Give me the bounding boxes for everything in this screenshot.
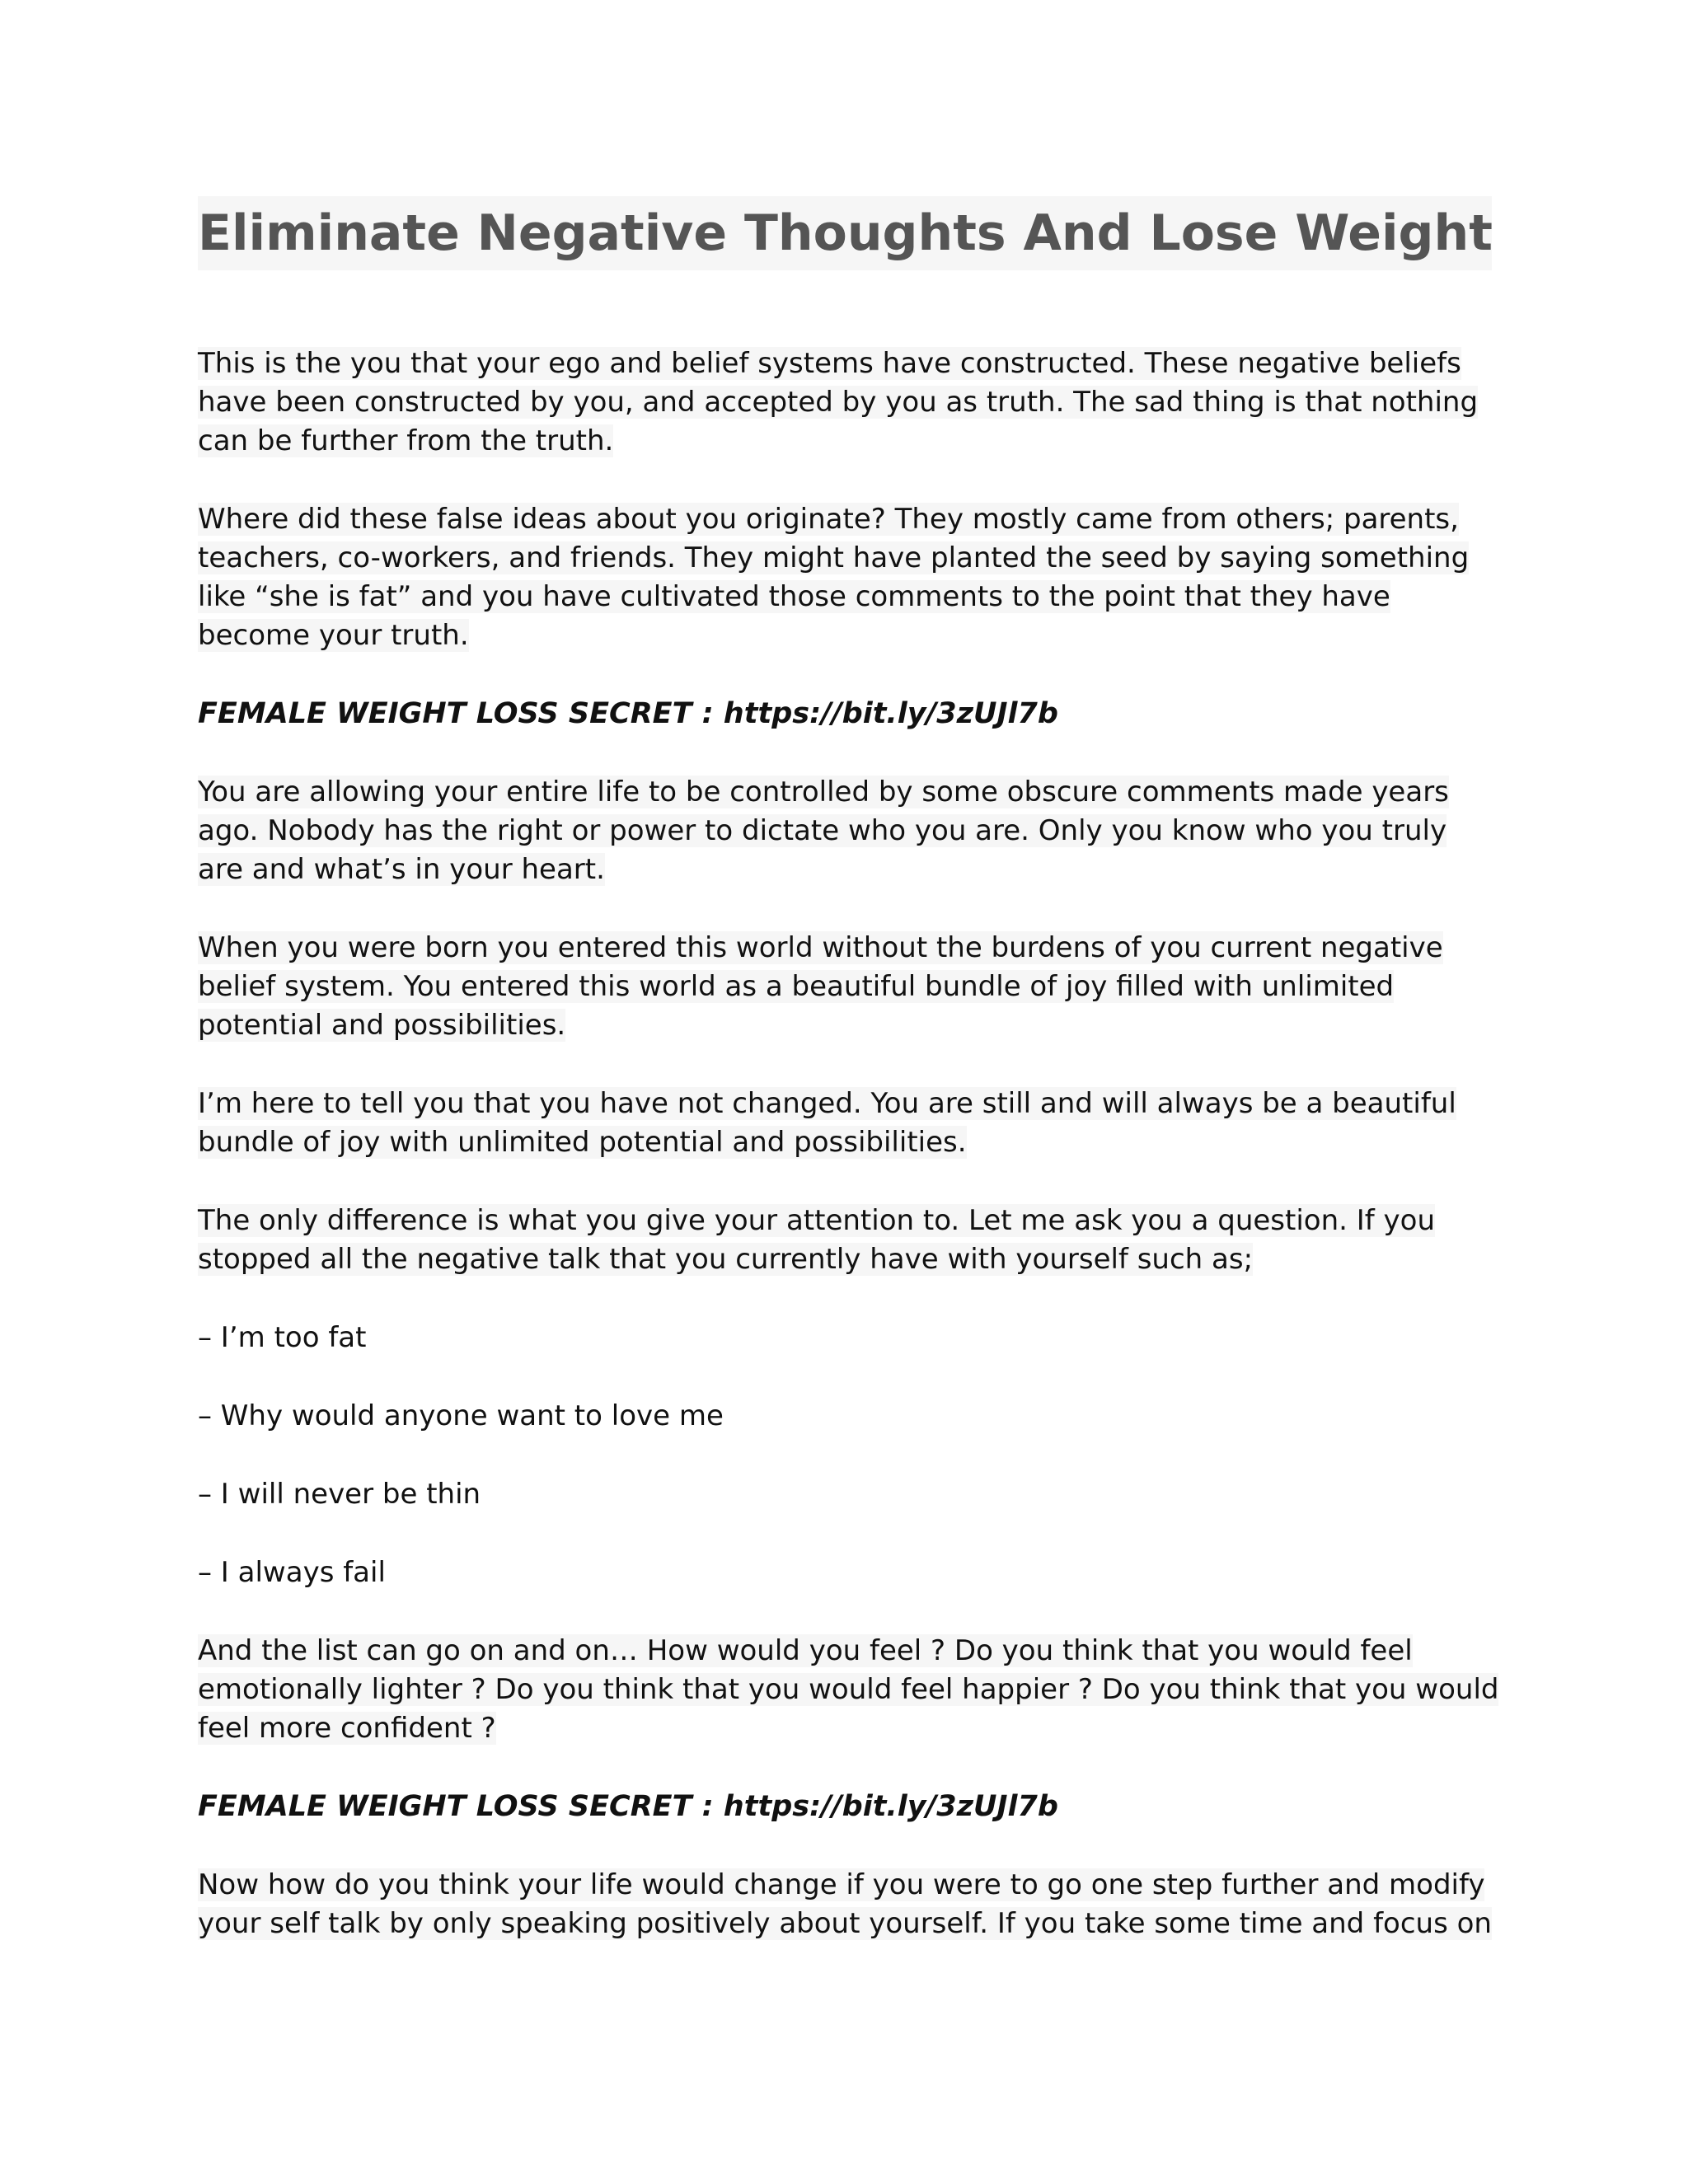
list-item <box>198 1397 1500 1436</box>
paragraph-text: I’m here to tell you that you have not changed. You are still and will always be a beautiful bundle of joy with unlimited potential and possibilities. <box>198 1087 1456 1159</box>
paragraph <box>198 773 1500 889</box>
paragraph-text: When you were born you entered this world without the burdens of you current negative belief system. You entered this world as a beautiful bundle of joy filled with unlimited potential and possibilities. <box>198 931 1443 1042</box>
paragraph <box>198 929 1500 1045</box>
list-item-text: – I’m too fat <box>198 1321 367 1354</box>
paragraph-text: You are allowing your entire life to be controlled by some obscure comments made years ago. Nobody has the right or power to dictate who you are. Only you know who you truly are and what’s in your heart. <box>198 776 1449 886</box>
paragraph-text: Now how do you think your life would change if you were to go one step further and modify your self talk by only speaking positively about yourself. If you take some time and focus on <box>198 1868 1492 1940</box>
paragraph <box>198 1202 1500 1279</box>
paragraph-text: The only difference is what you give your attention to. Let me ask you a question. If you stopped all the negative talk that you currently have with yourself such as; <box>198 1204 1436 1276</box>
list-item <box>198 1319 1500 1357</box>
paragraph <box>198 500 1500 655</box>
paragraph <box>198 1632 1500 1748</box>
article-body <box>198 344 1500 1983</box>
list-item-text: – I will never be thin <box>198 1478 481 1511</box>
paragraph <box>198 1866 1500 1943</box>
paragraph <box>198 344 1500 461</box>
promo-link[interactable]: FEMALE WEIGHT LOSS SECRET : https://bit.ly/3zUJl7b <box>198 697 1058 730</box>
list-item <box>198 1475 1500 1514</box>
paragraph-text: And the list can go on and on… How would you feel ? Do you think that you would feel emotionally lighter ? Do you think that you would feel happier ? Do you think that you would feel more confident ? <box>198 1634 1499 1745</box>
paragraph-text: This is the you that your ego and belief systems have constructed. These negative beliefs have been constructed by you, and accepted by you as truth. The sad thing is that nothing can be further from the truth. <box>198 347 1479 457</box>
list-item <box>198 1554 1500 1592</box>
page-title: Eliminate Negative Thoughts And Lose Weight <box>198 196 1492 270</box>
list-item-text: – I always fail <box>198 1556 386 1589</box>
promo-link[interactable]: FEMALE WEIGHT LOSS SECRET : https://bit.ly/3zUJl7b <box>198 1790 1058 1823</box>
paragraph <box>198 1085 1500 1162</box>
paragraph-text: Where did these false ideas about you originate? They mostly came from others; parents, teachers, co-workers, and friends. They might have planted the seed by saying something like “she is fat” and you have cultivated those comments to the point that they have become your truth. <box>198 503 1470 652</box>
list-item-text: – Why would anyone want to love me <box>198 1399 724 1432</box>
